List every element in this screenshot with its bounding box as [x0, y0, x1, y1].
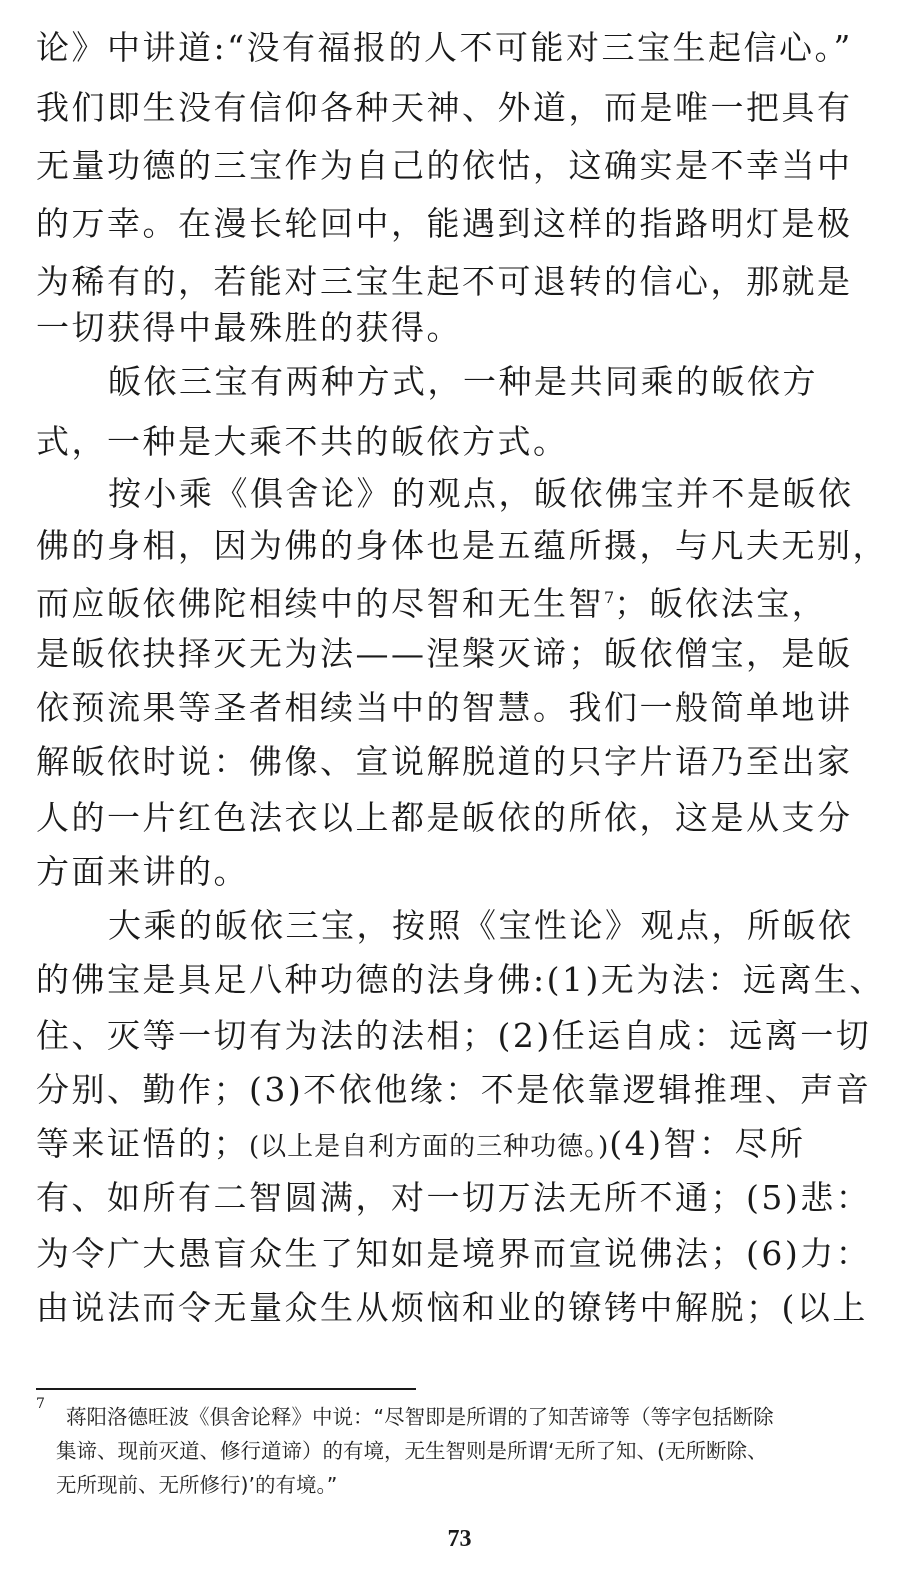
text-line: 分别、勤作；(3)不依他缘：不是依靠逻辑推理、声音 — [36, 1070, 872, 1109]
text-line: 佛的身相，因为佛的身体也是五蕴所摄，与凡夫无别， — [36, 526, 888, 565]
text-line: 方面来讲的。 — [36, 852, 249, 891]
text-line: 有、如所有二智圆满，对一切万法无所不通；(5)悲： — [36, 1178, 872, 1217]
paragraph-start-line: 大乘的皈依三宝，按照《宝性论》观点，所皈依 — [108, 906, 854, 945]
page-number: 73 — [447, 1526, 472, 1552]
text-line: 住、灭等一切有为法的法相；(2)任运自成：远离一切 — [36, 1016, 872, 1055]
text-line: 我们即生没有信仰各种天神、外道，而是唯一把具有 — [36, 88, 853, 127]
text-line: 依预流果等圣者相续当中的智慧。我们一般简单地讲 — [36, 688, 853, 727]
text-line: 人的一片红色法衣以上都是皈依的所依，这是从支分 — [36, 798, 853, 837]
footnote-marker: 7 — [36, 1396, 45, 1412]
text-line: 解皈依时说：佛像、宣说解脱道的只字片语乃至出家 — [36, 742, 853, 781]
parenthetical-note: (以上是自利方面的三种功德。) — [249, 1132, 610, 1162]
text-segment: ；皈依法宝， — [614, 584, 828, 623]
text-line: 一切获得中最殊胜的获得。 — [36, 308, 462, 347]
footnote-line: 无所现前、无所修行)’的有境。” — [56, 1473, 338, 1497]
text-line-mixed — [36, 1120, 806, 1168]
text-line-with-footnote-ref — [36, 574, 827, 622]
footnote-line: 集谛、现前灭道、修行道谛）的有境，无生智则是所谓‘无所了知、(无所断除、 — [56, 1439, 768, 1463]
text-line: 的佛宝是具足八种功德的法身佛:(1)无为法：远离生、 — [36, 960, 885, 999]
footnote-reference[interactable]: 7 — [604, 588, 615, 607]
paragraph-start-line: 皈依三宝有两种方式，一种是共同乘的皈依方 — [108, 362, 818, 401]
footnote-line: 蒋阳洛德旺波《俱舍论释》中说：“尽智即是所谓的了知苦谛等（等字包括断除 — [66, 1405, 774, 1429]
footnote-separator — [36, 1388, 416, 1390]
text-line: 是皈依抉择灭无为法——涅槃灭谛；皈依僧宝，是皈 — [36, 634, 853, 673]
text-line: 为稀有的，若能对三宝生起不可退转的信心，那就是 — [36, 262, 853, 301]
text-line: 由说法而令无量众生从烦恼和业的镣铐中解脱；(以上 — [36, 1288, 868, 1327]
text-line: 论》中讲道:“没有福报的人不可能对三宝生起信心。” — [36, 28, 853, 67]
text-line: 为令广大愚盲众生了知如是境界而宣说佛法；(6)力： — [36, 1234, 872, 1273]
text-segment: 而应皈依佛陀相续中的尽智和无生智 — [36, 584, 604, 623]
paragraph-start-line: 按小乘《俱舍论》的观点，皈依佛宝并不是皈依 — [108, 474, 854, 513]
text-segment: 等来证悟的； — [36, 1124, 249, 1163]
text-segment: (4)智：尽所 — [609, 1124, 806, 1163]
text-line: 式，一种是大乘不共的皈依方式。 — [36, 422, 569, 461]
text-line: 的万幸。在漫长轮回中，能遇到这样的指路明灯是极 — [36, 204, 853, 243]
text-line: 无量功德的三宝作为自己的依怙，这确实是不幸当中 — [36, 146, 853, 185]
